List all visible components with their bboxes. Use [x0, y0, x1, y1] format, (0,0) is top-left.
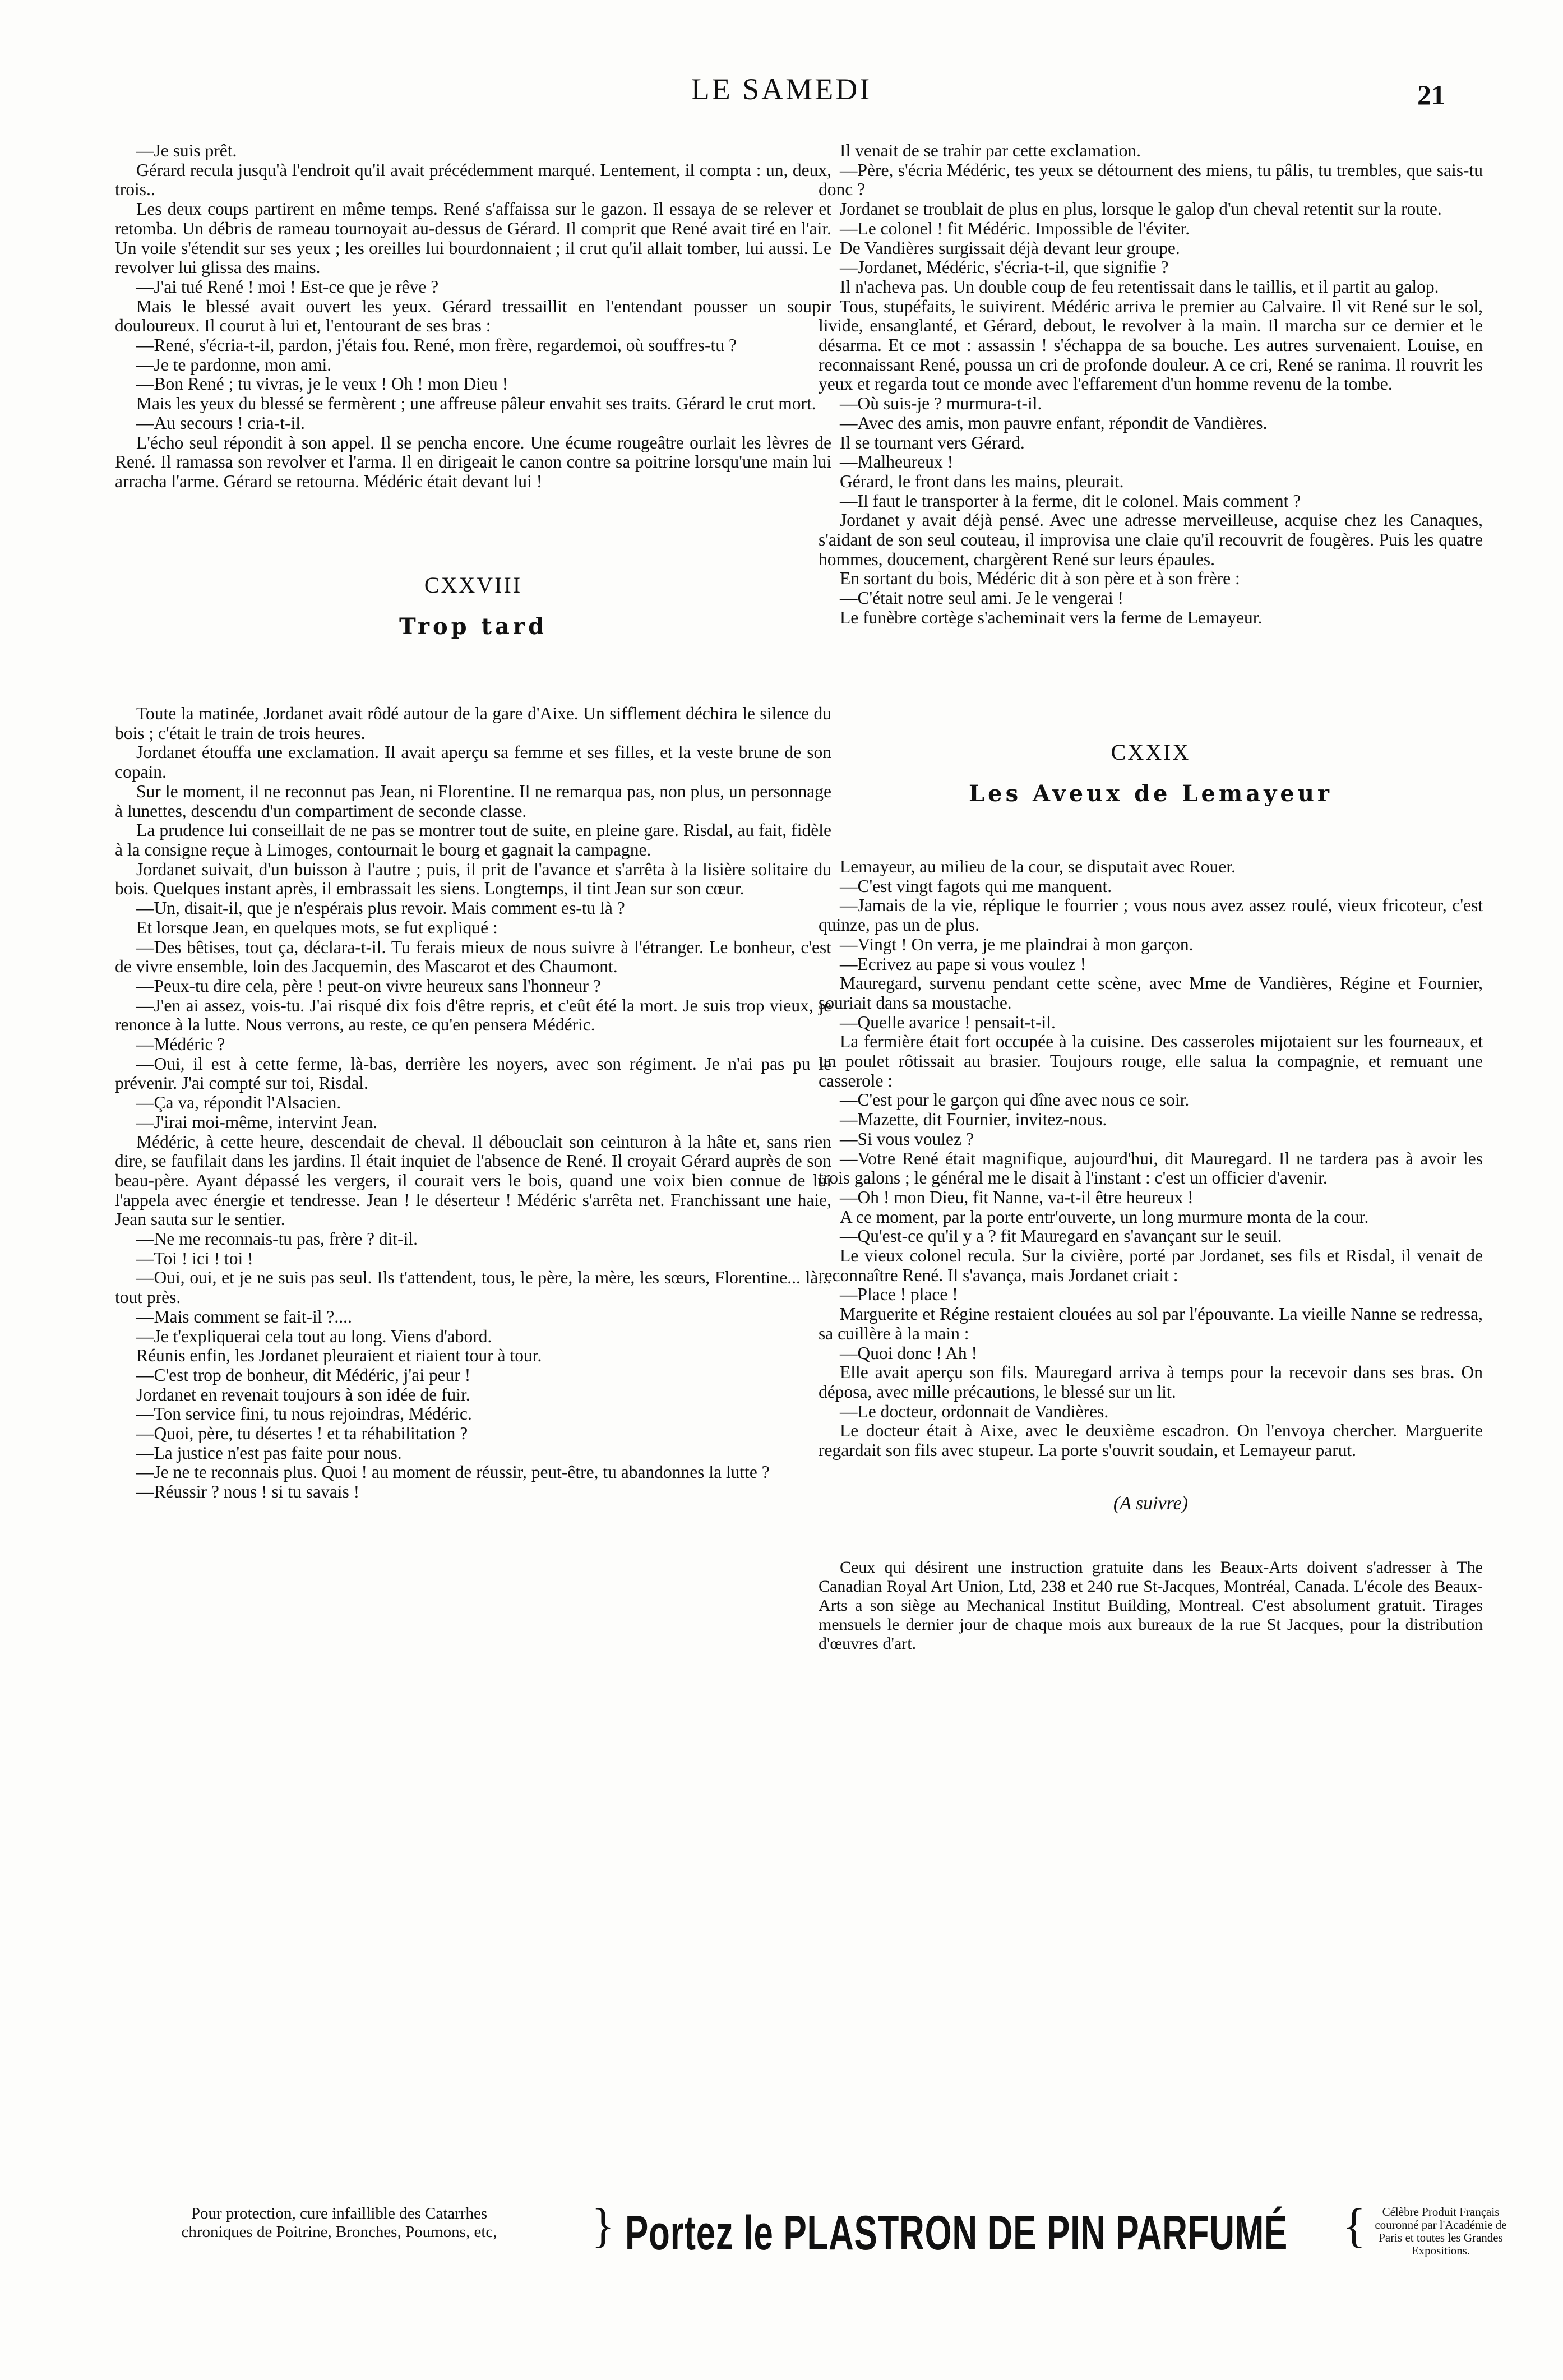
paragraph: En sortant du bois, Médéric dit à son père et à son frère : — [840, 569, 1240, 589]
paragraph: —Quoi, père, tu désertes ! et ta réhabilitation ? — [136, 1424, 468, 1444]
paragraph: —Ton service fini, tu nous rejoindras, Médéric. — [136, 1404, 472, 1424]
paragraph: —Je suis prêt. — [136, 141, 237, 160]
paragraph: —Vingt ! On verra, je me plaindrai à mon garçon. — [840, 934, 1194, 954]
paragraph: —Des bêtises, tout ça, déclara-t-il. Tu ferais mieux de nous suivre à l'étranger. Le bonheur, c'est de vivre ensemble, loin des Jacquemin, des Mascarot et des Chaumont. — [115, 937, 831, 977]
right-opening-text — [819, 141, 1483, 628]
paragraph: Le vieux colonel recula. Sur la civière, porté par Jordanet, ses fils et Risdal, il venait de reconnaître René. Il s'avança, mais Jordanet criait : — [819, 1246, 1483, 1285]
paragraph: Jordanet se troublait de plus en plus, lorsque le galop d'un cheval retentit sur la route. — [840, 199, 1442, 219]
paragraph: —Le docteur, ordonnait de Vandières. — [840, 1401, 1109, 1421]
paragraph: A ce moment, par la porte entr'ouverte, un long murmure monta de la cour. — [840, 1207, 1369, 1227]
paragraph: Réunis enfin, les Jordanet pleuraient et riaient tour à tour. — [136, 1346, 542, 1366]
ad-left-text — [98, 2205, 580, 2242]
footer-advertisement — [84, 2198, 1508, 2272]
notice-paragraph: Ceux qui désirent une instruction gratuite dans les Beaux-Arts doivent s'adresser à The Canadian Royal Art Union, Ltd, 238 et 240 rue St-Jacques, Montréal, Canada. L'école des Beaux-Arts a son siège au Mechanical Institut Building, Montreal. C'est absolument gratuit. Tirages mensuels le dernier jour de chaque mois aux bureaux de la rue St Jacques, pour la distribution d'œuvres d'art. — [819, 1558, 1483, 1653]
to-be-continued: (A suivre) — [1113, 1492, 1189, 1514]
paragraph: —C'était notre seul ami. Je le vengerai ! — [840, 588, 1123, 608]
paragraph: Mauregard, survenu pendant cette scène, avec Mme de Vandières, Régine et Fournier, souriait dans sa moustache. — [819, 973, 1483, 1013]
left-opening-text — [115, 141, 831, 492]
paragraph: —J'en ai assez, vois-tu. J'ai risqué dix fois d'être repris, et c'eût été la mort. Je suis trop vieux, je renonce à la lutte. Nous verrons, au reste, ce qu'en pensera Médéric. — [115, 995, 831, 1035]
paragraph: —Malheureux ! — [840, 452, 954, 472]
paragraph: Mais le blessé avait ouvert les yeux. Gérard tressaillit en l'entendant pousser un soupir douloureux. Il courut à lui et, l'entourant de ses bras : — [115, 296, 831, 336]
paragraph: Le funèbre cortège s'acheminait vers la ferme de Lemayeur. — [840, 607, 1263, 627]
page-number: 21 — [1417, 79, 1445, 110]
ad-right-text: Célèbre Produit Français couronné par l'Académie de Paris et toutes les Grandes Expositions. — [1375, 2205, 1507, 2257]
paragraph: Toute la matinée, Jordanet avait rôdé autour de la gare d'Aixe. Un sifflement déchira le silence du bois ; c'était le train de trois heures. — [115, 704, 831, 743]
paragraph: —Il faut le transporter à la ferme, dit le colonel. Mais comment ? — [840, 491, 1301, 511]
paragraph: Il se tournant vers Gérard. — [840, 432, 1025, 452]
ad-brace-left: } — [591, 2198, 615, 2252]
paragraph: —René, s'écria-t-il, pardon, j'étais fou. René, mon frère, regardemoi, où souffres-tu ? — [136, 335, 737, 355]
paragraph: Il n'acheva pas. Un double coup de feu retentissait dans le taillis, et il partit au galop. — [840, 276, 1439, 297]
paragraph: —Réussir ? nous ! si tu savais ! — [136, 1482, 360, 1502]
paragraph: —Qu'est-ce qu'il y a ? fit Mauregard en s'avançant sur le seuil. — [840, 1226, 1282, 1246]
paragraph: —Ne me reconnais-tu pas, frère ? dit-il. — [136, 1229, 418, 1249]
paragraph: —Je t'expliquerai cela tout au long. Viens d'abord. — [136, 1326, 492, 1346]
paragraph: —Ça va, répondit l'Alsacien. — [136, 1093, 341, 1113]
paragraph: Jordanet étouffa une exclamation. Il avait aperçu sa femme et ses filles, et la veste brune de son copain. — [115, 742, 831, 782]
paragraph: Jordanet suivait, d'un buisson à l'autre ; puis, il prit de l'avance et s'arrêta à la lisière solitaire du bois. Quelques instant après, il embrassait les siens. Longtemps, il tint Jean sur son cœur. — [115, 859, 831, 899]
ad-headline: Portez le PLASTRON DE PIN PARFUMÉ — [625, 2206, 1288, 2260]
paragraph: —Mazette, dit Fournier, invitez-nous. — [840, 1110, 1107, 1130]
paragraph: Médéric, à cette heure, descendait de cheval. Il débouclait son ceinturon à la hâte et, sans rien dire, se faufilait dans les jardins. Il était inquiet de l'absence de René. Il croyait Gérard auprès de son beau-père. Ayant dépassé les vergers, il courait vers le bois, quand une voix bien connue de lui l'appela avec énergie et tendresse. Jean ! le déserteur ! Médéric s'arrêta net. Franchissant une haie, Jean sauta sur le sentier. — [115, 1131, 831, 1230]
paragraph: —Bon René ; tu vivras, je le veux ! Oh ! mon Dieu ! — [136, 374, 508, 394]
paragraph: Et lorsque Jean, en quelques mots, se fut expliqué : — [136, 917, 498, 937]
paragraph: —Le colonel ! fit Médéric. Impossible de l'éviter. — [840, 218, 1190, 238]
paragraph: Jordanet en revenait toujours à son idée de fuir. — [136, 1384, 470, 1404]
paragraph: —Oh ! mon Dieu, fit Nanne, va-t-il être heureux ! — [840, 1187, 1194, 1207]
paragraph: —Avec des amis, mon pauvre enfant, répondit de Vandières. — [840, 413, 1268, 433]
paragraph: Jordanet y avait déjà pensé. Avec une adresse merveilleuse, acquise chez les Canaques, s'aidant de son seul couteau, il improvisa une claie qu'il recouvrit de fougères. Puis les quatre hommes, doucement, chargèrent René sur leurs épaules. — [819, 510, 1483, 569]
paragraph: —Oui, oui, et je ne suis pas seul. Ils t'attendent, tous, le père, la mère, les sœurs, Florentine... là... tout près. — [115, 1268, 831, 1307]
paragraph: —Ecrivez au pape si vous voulez ! — [840, 954, 1086, 974]
page-header — [0, 72, 1563, 122]
paragraph: Il venait de se trahir par cette exclamation. — [840, 141, 1141, 160]
paragraph: L'écho seul répondit à son appel. Il se pencha encore. Une écume rougeâtre ourlait les lèvres de René. Il ramassa son revolver et l'arma. Il en dirigeait le canon contre sa poitrine lorsqu'une main lui arracha l'arme. Gérard se retourna. Médéric était devant lui ! — [115, 432, 831, 491]
paragraph: Marguerite et Régine restaient clouées au sol par l'épouvante. La vieille Nanne se redressa, sa cuillère à la main : — [819, 1304, 1483, 1343]
paragraph: —Place ! place ! — [840, 1284, 958, 1305]
paragraph: —J'irai moi-même, intervint Jean. — [136, 1112, 377, 1132]
chapter-number-cxxix: CXXIX — [1111, 739, 1191, 765]
chapter-cxxviii-text — [115, 704, 831, 1502]
paragraph: —Toi ! ici ! toi ! — [136, 1248, 253, 1268]
paragraph: —Votre René était magnifique, aujourd'hui, dit Mauregard. Il ne tardera pas à avoir les trois galons ; le général me le disait à l'instant : c'est un officier d'avenir. — [819, 1148, 1483, 1188]
paragraph: —Au secours ! cria-t-il. — [136, 413, 305, 433]
paragraph: Sur le moment, il ne reconnut pas Jean, ni Florentine. Il ne remarqua pas, non plus, un personnage à lunettes, descendu d'un compartiment de seconde classe. — [115, 781, 831, 821]
paragraph: Le docteur était à Aixe, avec le deuxième escadron. On l'envoya chercher. Marguerite regardait son fils avec stupeur. La porte s'ouvrit soudain, et Lemayeur parut. — [819, 1421, 1483, 1461]
paragraph: —Je te pardonne, mon ami. — [136, 354, 332, 375]
paragraph: —C'est trop de bonheur, dit Médéric, j'ai peur ! — [136, 1365, 471, 1385]
paragraph: —Où suis-je ? murmura-t-il. — [840, 394, 1042, 414]
paragraph: Mais les yeux du blessé se fermèrent ; une affreuse pâleur envahit ses traits. Gérard le crut mort. — [136, 394, 816, 414]
ad-brace-right: { — [1343, 2198, 1366, 2252]
paragraph: —Peux-tu dire cela, père ! peut-on vivre heureux sans l'honneur ? — [136, 976, 601, 996]
paragraph: Gérard, le front dans les mains, pleurait. — [840, 471, 1124, 491]
paragraph: —Si vous voulez ? — [840, 1129, 974, 1149]
paragraph: —Je ne te reconnais plus. Quoi ! au moment de réussir, peut-être, tu abandonnes la lutte ? — [136, 1462, 770, 1482]
paragraph: —Mais comment se fait-il ?.... — [136, 1306, 352, 1327]
paragraph: —Un, disait-il, que je n'espérais plus revoir. Mais comment es-tu là ? — [136, 898, 625, 918]
masthead-title: LE SAMEDI — [691, 72, 872, 106]
paragraph: —Père, s'écria Médéric, tes yeux se détournent des miens, tu pâlis, tu trembles, que sais-tu donc ? — [819, 160, 1483, 200]
chapter-title-trop-tard: Trop tard — [399, 613, 547, 640]
paragraph: —J'ai tué René ! moi ! Est-ce que je rêve ? — [136, 276, 439, 297]
paragraph: —Jamais de la vie, réplique le fourrier ; vous nous avez assez roulé, vieux fricoteur, c'est quinze, pas un de plus. — [819, 895, 1483, 935]
paragraph: —Jordanet, Médéric, s'écria-t-il, que signifie ? — [840, 257, 1169, 278]
paragraph: La prudence lui conseillait de ne pas se montrer tout de suite, en pleine gare. Risdal, au fait, fidèle à la consigne reçue à Limoges, contournait le bourg et gagnait la campagne. — [115, 820, 831, 859]
paragraph: Lemayeur, au milieu de la cour, se disputait avec Rouer. — [840, 856, 1236, 876]
chapter-cxxix-text — [819, 857, 1483, 1461]
paragraph: Gérard recula jusqu'à l'endroit qu'il avait précédemment marqué. Lentement, il compta : un, deux, trois.. — [115, 160, 831, 200]
paragraph: —C'est pour le garçon qui dîne avec nous ce soir. — [840, 1090, 1190, 1110]
paragraph: —Quoi donc ! Ah ! — [840, 1343, 977, 1363]
paragraph: —Quelle avarice ! pensait-t-il. — [840, 1012, 1056, 1032]
right-column — [819, 141, 1483, 1653]
left-column — [115, 141, 831, 1502]
beaux-arts-notice — [819, 1558, 1483, 1653]
ad-left-line-1: Pour protection, cure infaillible des Catarrhes — [191, 2205, 488, 2222]
chapter-title-aveux: Les Aveux de Lemayeur — [969, 780, 1333, 807]
paragraph: —Oui, il est à cette ferme, là-bas, derrière les noyers, avec son régiment. Je n'ai pas pu le prévenir. J'ai compté sur toi, Risdal. — [115, 1053, 831, 1093]
paragraph: —Médéric ? — [136, 1034, 225, 1055]
ad-left-line-2: chroniques de Poitrine, Bronches, Poumons, etc, — [181, 2223, 497, 2241]
chapter-number-cxxviii: CXXVIII — [424, 572, 522, 598]
paragraph: La fermière était fort occupée à la cuisine. Des casseroles mijotaient sur les fourneaux, et un poulet rôtissait au brasier. Toujours rouge, elle salua la compagnie, et remuant une casserole : — [819, 1032, 1483, 1090]
paragraph: —C'est vingt fagots qui me manquent. — [840, 876, 1112, 896]
paragraph: De Vandières surgissait déjà devant leur groupe. — [840, 238, 1180, 258]
paragraph: Tous, stupéfaits, le suivirent. Médéric arriva le premier au Calvaire. Il vit René sur le sol, livide, ensanglanté, et Gérard, debout, le revolver à la main. Il marcha sur ce dernier et le désarma. Et ce mot : assassin ! s'échappa de sa bouche. Les autres survenaient. Louise, en reconnaissant René, poussa un cri de profonde douleur. A ce cri, René se ranima. Il rouvrit les yeux et regarda tout ce monde avec l'effarement d'un homme revenu de la tombe. — [819, 296, 1483, 394]
paragraph: Elle avait aperçu son fils. Mauregard arriva à temps pour la recevoir dans ses bras. On déposa, avec mille précautions, le blessé sur un lit. — [819, 1362, 1483, 1402]
paragraph: Les deux coups partirent en même temps. René s'affaissa sur le gazon. Il essaya de se relever et retomba. Un débris de rameau tournoyait au-dessus de Gérard. Il comprit que René avait tiré en l'air. Un voile s'étendit sur ses yeux ; les oreilles lui bourdonnaient ; il crut qu'il allait tomber, lui aussi. Le revolver lui glissa des mains. — [115, 199, 831, 278]
paragraph: —La justice n'est pas faite pour nous. — [136, 1443, 402, 1463]
